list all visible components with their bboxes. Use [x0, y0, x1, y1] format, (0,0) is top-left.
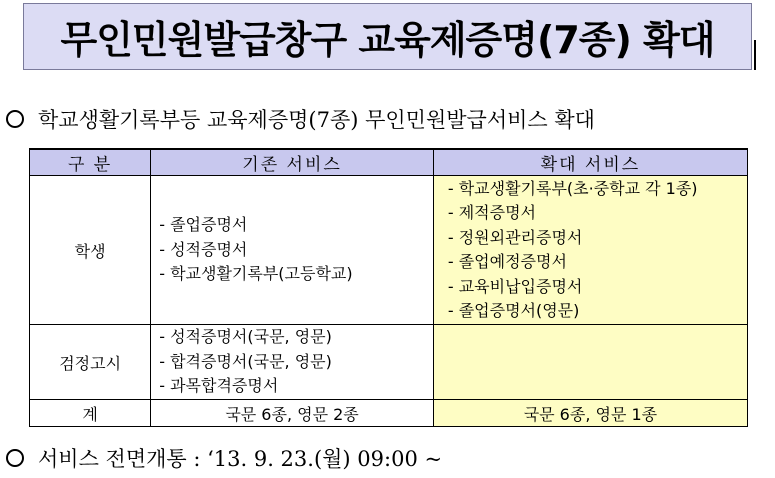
table-row	[30, 176, 748, 325]
page-title: 무인민원발급창구 교육제증명(7종) 확대	[60, 18, 715, 62]
existing-cell	[151, 325, 434, 400]
list-item: - 과목합격증명서	[159, 374, 433, 399]
list-item: - 성적증명서	[159, 238, 433, 263]
title-banner	[23, 3, 752, 70]
row-category-exam: 검정고시	[30, 325, 151, 400]
expanded-cell	[433, 176, 747, 325]
bullet-launch	[6, 443, 442, 473]
expanded-list	[434, 177, 747, 324]
bullet-summary-text: 학교생활기록부등 교육제증명(7종) 무인민원발급서비스 확대	[38, 108, 595, 132]
list-item: - 학교생활기록부(고등학교)	[159, 262, 433, 287]
existing-list	[151, 325, 433, 399]
table-row	[30, 325, 748, 400]
list-item: - 성적증명서(국문, 영문)	[159, 325, 433, 350]
list-item: - 제적증명서	[448, 201, 747, 226]
list-item: - 졸업증명서(영문)	[448, 299, 747, 324]
table-row-total	[30, 400, 748, 427]
list-item: - 교육비납입증명서	[448, 275, 747, 300]
list-item: - 졸업예정증명서	[448, 250, 747, 275]
list-item: - 학교생활기록부(초·중학교 각 1종)	[448, 177, 747, 202]
circle-bullet-icon	[6, 449, 24, 467]
total-existing: 국문 6종, 영문 2종	[151, 400, 434, 427]
header-existing: 기존 서비스	[151, 149, 434, 176]
bullet-launch-text: 서비스 전면개통 : ‘13. 9. 23.(월) 09:00 ~	[38, 447, 443, 471]
existing-list	[151, 213, 433, 287]
expanded-cell-empty	[433, 325, 747, 400]
row-category-student: 학생	[30, 176, 151, 325]
existing-cell	[151, 176, 434, 325]
list-item: - 정원외관리증명서	[448, 226, 747, 251]
total-label: 계	[30, 400, 151, 427]
decorative-divider	[754, 40, 756, 70]
service-table	[29, 148, 748, 427]
circle-bullet-icon	[6, 110, 24, 128]
header-category: 구 분	[30, 149, 151, 176]
header-expanded: 확대 서비스	[433, 149, 747, 176]
list-item: - 합격증명서(국문, 영문)	[159, 350, 433, 375]
total-expanded: 국문 6종, 영문 1종	[433, 400, 747, 427]
bullet-summary	[6, 104, 595, 134]
list-item: - 졸업증명서	[159, 213, 433, 238]
